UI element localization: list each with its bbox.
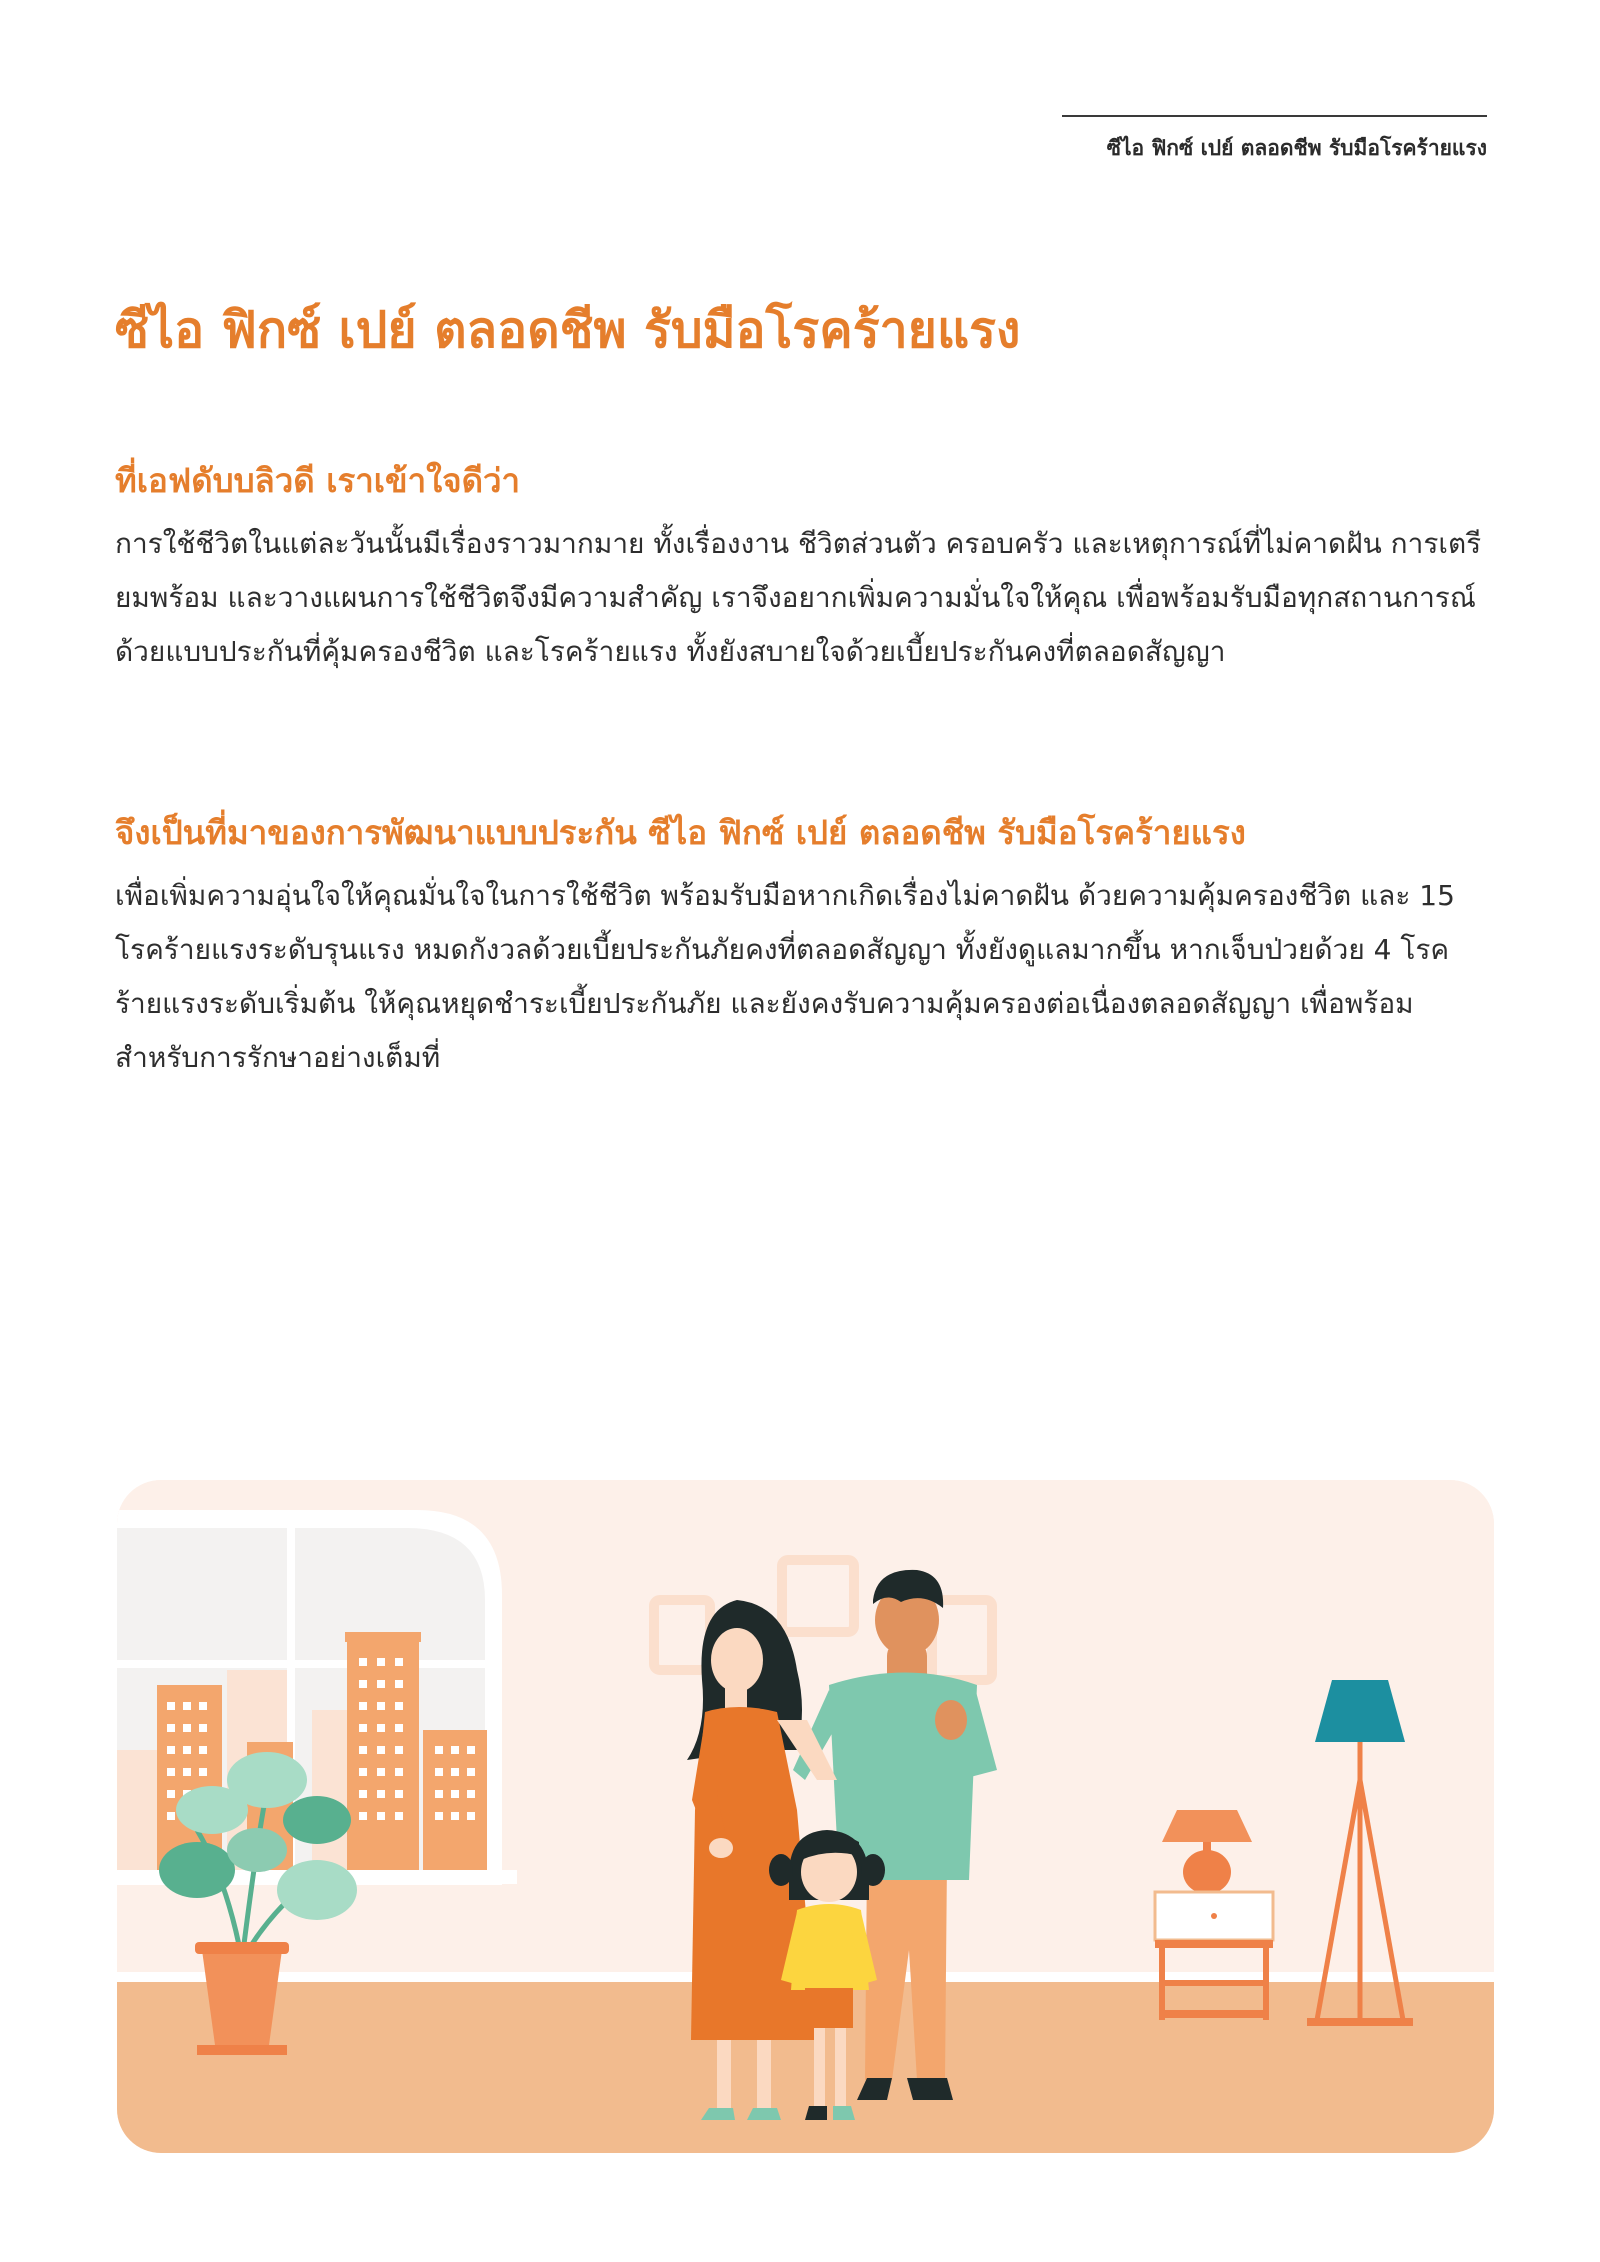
section-understanding xyxy=(115,460,1495,679)
section-heading: ที่เอฟดับบลิวดี เราเข้าใจดีว่า xyxy=(115,461,521,500)
header-rule xyxy=(1062,115,1487,117)
section-heading: จึงเป็นที่มาของการพัฒนาแบบประกัน ซีไอ ฟิกซ์ เปย์ ตลอดชีพ รับมือโรคร้ายแรง xyxy=(115,813,1246,852)
family-living-room-illustration xyxy=(117,1480,1494,2153)
page-title: ซีไอ ฟิกซ์ เปย์ ตลอดชีพ รับมือโรคร้ายแรง xyxy=(115,301,1021,359)
section-body: เพื่อเพิ่มความอุ่นใจให้คุณมั่นใจในการใช้ชีวิต พร้อมรับมือหากเกิดเรื่องไม่คาดฝัน ด้วยความคุ้มครองชีวิต และ 15 โรคร้ายแรงระดับรุนแรง หมดกังวลด้วยเบี้ยประกันภัยคงที่ตลอดสัญญา ทั้งยังดูแลมากขึ้น หากเจ็บป่วยด้วย 4 โรคร้ายแรงระดับเริ่มต้น ให้คุณหยุดชำระเบี้ยประกันภัย และยังคงรับความคุ้มครองต่อเนื่องตลอดสัญญา เพื่อพร้อมสำหรับการรักษาอย่างเต็มที่ xyxy=(115,878,1455,1074)
running-header: ซีไอ ฟิกซ์ เปย์ ตลอดชีพ รับมือโรคร้ายแรง xyxy=(1106,136,1487,160)
section-origin xyxy=(115,812,1495,1085)
section-body: การใช้ชีวิตในแต่ละวันนั้นมีเรื่องราวมากมาย ทั้งเรื่องงาน ชีวิตส่วนตัว ครอบครัว และเหตุการณ์ที่ไม่คาดฝัน การเตรียมพร้อม และวางแผนการใช้ชีวิตจึงมีความสำคัญ เราจึงอยากเพิ่มความมั่นใจให้คุณ เพื่อพร้อมรับมือทุกสถานการณ์ด้วยแบบประกันที่คุ้มครองชีวิต และโรคร้ายแรง ทั้งยังสบายใจด้วยเบี้ยประกันคงที่ตลอดสัญญา xyxy=(115,526,1482,668)
